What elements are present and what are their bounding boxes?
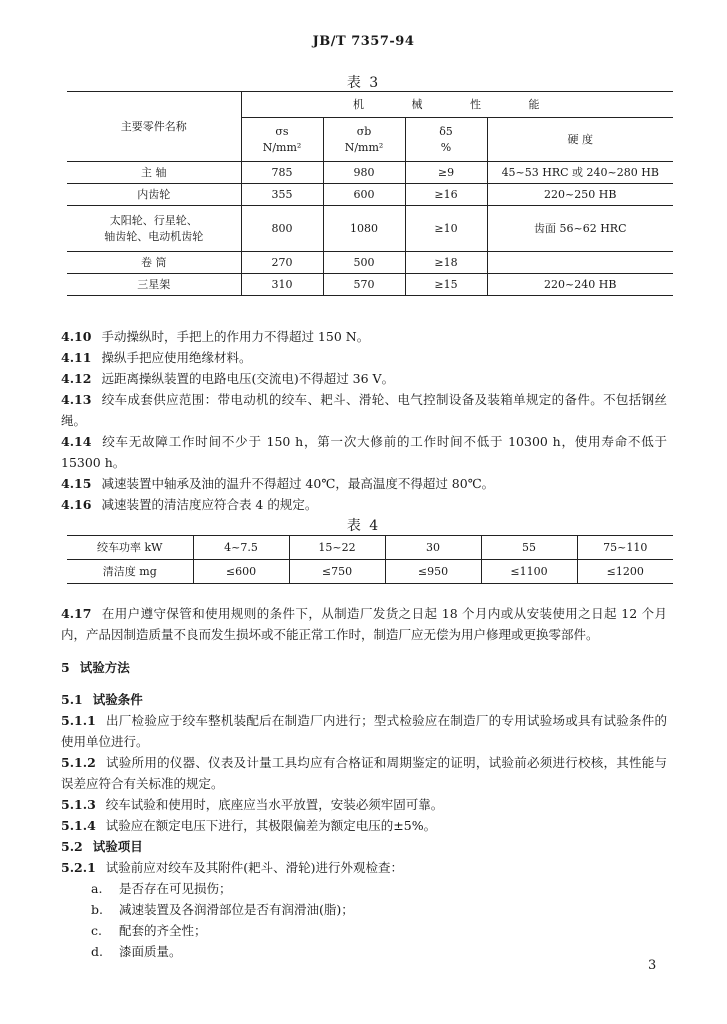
- col-main-header: 主要零件名称: [67, 92, 241, 162]
- clause-4-15: 4.15 减速装置中轴承及油的温升不得超过 40℃，最高温度不得超过 80℃。: [61, 476, 495, 491]
- table-row: 清洁度 mg ≤600 ≤750 ≤950 ≤1100 ≤1200: [67, 560, 673, 584]
- table-row: 太阳轮、行星轮、 轴齿轮、电动机齿轮 800 1080 ≥10 齿面 56~62 HRC: [67, 206, 673, 252]
- clause-4-16: 4.16 减速装置的清洁度应符合表 4 的规定。: [61, 497, 318, 512]
- clause-5-1-3: 5.1.3 绞车试验和使用时，底座应当水平放置，安装必须牢固可靠。: [61, 797, 444, 812]
- clause-4-13: 4.13 绞车成套供应范围：带电动机的绞车、耙斗、滑轮、电气控制设备及装箱单规定的备件。不包括钢丝绳。: [61, 392, 667, 428]
- table3: [67, 91, 673, 296]
- page-number: 3: [648, 958, 657, 973]
- clause-4-10: 4.10 手动操纵时，手把上的作用力不得超过 150 N。: [61, 329, 370, 344]
- col-hardness: 硬 度: [487, 118, 673, 162]
- list-item: a. 是否存在可见损伤；: [91, 881, 232, 896]
- list-item: c. 配套的齐全性；: [91, 923, 207, 938]
- clause-5-1-4: 5.1.4 试验应在额定电压下进行，其极限偏差为额定电压的±5%。: [61, 818, 437, 833]
- col-sigma-b: σb N/mm²: [323, 118, 405, 162]
- col-delta5: δ5 %: [405, 118, 487, 162]
- table4-caption: 表 4: [346, 518, 381, 534]
- list-item: d. 漆面质量。: [91, 944, 182, 959]
- section-5-2-title: 5.2 试验项目: [61, 839, 143, 854]
- table-row: 卷 筒 270 500 ≥18: [67, 252, 673, 274]
- table-row: 绞车功率 kW 4~7.5 15~22 30 55 75~110: [67, 536, 673, 560]
- section-5-1-title: 5.1 试验条件: [61, 692, 143, 707]
- clause-4-14: 4.14 绞车无故障工作时间不少于 150 h，第一次大修前的工作时间不低于 10300 h，使用寿命不低于 15300 h。: [61, 434, 667, 470]
- clause-5-1-2: 5.1.2 试验所用的仪器、仪表及计量工具均应有合格证和周期鉴定的证明，试验前必须进行校核，其性能与误差应符合有关标准的规定。: [61, 755, 667, 791]
- clause-5-2-1: 5.2.1 试验前应对绞车及其附件(耙斗、滑轮)进行外观检查：: [61, 860, 404, 875]
- col-sigma-s: σs N/mm²: [241, 118, 323, 162]
- clause-4-12: 4.12 远距离操纵装置的电路电压(交流电)不得超过 36 V。: [61, 371, 395, 386]
- clause-4-17: 4.17 在用户遵守保管和使用规则的条件下，从制造厂发货之日起 18 个月内或从安装使用之日起 12 个月内，产品因制造质量不良而发生损坏或不能正常工作时，制造厂应无偿为用户修理或更换零部件。: [61, 606, 667, 642]
- section-5-title: 5 试验方法: [61, 660, 130, 675]
- page-header: JB/T 7357-94: [312, 34, 415, 49]
- clause-4-11: 4.11 操纵手把应使用绝缘材料。: [61, 350, 252, 365]
- table3-caption: 表 3: [346, 75, 381, 91]
- clause-5-1-1: 5.1.1 出厂检验应于绞车整机装配后在制造厂内进行；型式检验应在制造厂的专用试验场或具有试验条件的使用单位进行。: [61, 713, 667, 749]
- table4: [67, 535, 673, 584]
- table-row: 三星架 310 570 ≥15 220~240 HB: [67, 274, 673, 296]
- group-header: 机 械 性 能: [241, 92, 673, 118]
- table-row: 内齿轮 355 600 ≥16 220~250 HB: [67, 184, 673, 206]
- list-item: b. 减速装置及各润滑部位是否有润滑油(脂)；: [91, 902, 354, 917]
- table-row: 主 轴 785 980 ≥9 45~53 HRC 或 240~280 HB: [67, 162, 673, 184]
